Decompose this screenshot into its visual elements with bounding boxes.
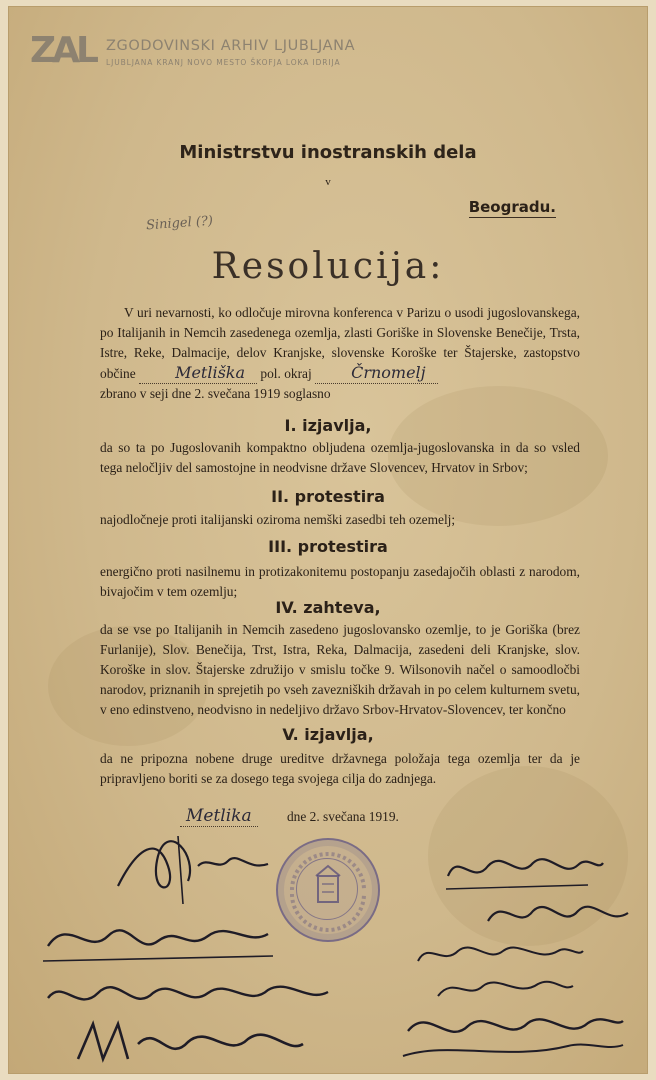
official-stamp xyxy=(276,838,380,942)
margin-note: Sinigel (?) xyxy=(145,213,214,234)
date-text: dne 2. svečana 1919. xyxy=(286,809,399,824)
section-text-4: da se vse po Italijanih in Nemcih zasedeno jugoslovansko ozemlje, to je Goriška (brez Furlanije), Slov. Benečija, Trst, Istra, Reka, Dalmacija, zasedeni deli Kranjske, slov. Koroške in slov. Štajerske združijo v smislu točke 9. Wilsonovih načel o samoodločbi narodov, priznanih in sprejetih po vseh zavezniških državah in po celem kulturnem svetu, v eno edinstveno, neodvisno in nedeljivo državo Srbov-Hrvatov-Slovencev, ter končno xyxy=(100,622,580,717)
section-heading-4: IV. zahteva, xyxy=(275,598,381,617)
addressee-city: Beogradu. xyxy=(468,198,556,216)
document-page xyxy=(8,6,648,1074)
section-heading-5: V. izjavlja, xyxy=(282,725,374,744)
stamp-emblem-icon xyxy=(278,840,378,940)
place-handwritten: Metlika xyxy=(180,806,258,827)
place-date-line xyxy=(180,806,510,826)
section-heading-1: I. izjavlja, xyxy=(284,416,372,435)
section-text-3: energično proti nasilnemu in protizakonitemu postopanju zasedajočih oblasti z narodom, bivajočim v tem ozemlju; xyxy=(100,564,580,599)
section-heading-3: III. protestira xyxy=(268,537,388,556)
archive-logo-mark: ZAL xyxy=(30,30,95,71)
signature-4 xyxy=(68,1014,308,1074)
addressee: Ministrstvu inostranskih dela xyxy=(179,142,477,163)
section-text-2: najodločneje proti italijanski oziroma nemški zasedbi teh ozemelj; xyxy=(100,512,456,527)
signature-1 xyxy=(108,826,288,906)
municipality-handwritten: Metliška xyxy=(139,363,257,384)
district-handwritten: Črnomelj xyxy=(315,363,438,384)
intro-text: V uri nevarnosti, ko odločuje mirovna konferenca v Parizu o usodi jugoslovanskega, po Italijanih in Nemcih zasedenega ozemlja, zlasti Goriške in Slovenske Benečije, Trsta, Istre, Reke, Dalmacije, delov Kranjske, slovenske Koroške ter Štajerske, zastopstvo občine xyxy=(100,305,580,381)
archive-name: ZGODOVINSKI ARHIV LJUBLJANA xyxy=(106,38,356,54)
intro-paragraph xyxy=(100,303,580,404)
addressee-preposition: v xyxy=(325,176,331,188)
signature-2 xyxy=(38,906,278,976)
section-text-5: da ne pripozna nobene druge ureditve državnega položaja tega ozemlja ter da je pripravljeno boriti se za dosego tega svojega cilja do zadnjega. xyxy=(100,751,580,786)
section-text-1: da so ta po Jugoslovanih kompaktno obljudena ozemlja-jugoslovanska in da so vsled tega neločljiv del samostojne in neodvisne države Slovencev, Hrvatov in Srbov; xyxy=(100,440,580,475)
archive-towns: LJUBLJANA KRANJ NOVO MESTO ŠKOFJA LOKA IDRIJA xyxy=(106,58,341,67)
intro-closing: zbrano v seji dne 2. svečana 1919 soglasno xyxy=(100,386,331,401)
district-label: pol. okraj xyxy=(260,366,312,381)
section-heading-2: II. protestira xyxy=(271,487,385,506)
signature-5 xyxy=(438,841,608,896)
archive-logo xyxy=(30,30,356,78)
document-title: Resolucija: xyxy=(211,246,445,287)
signature-9 xyxy=(388,1001,628,1071)
